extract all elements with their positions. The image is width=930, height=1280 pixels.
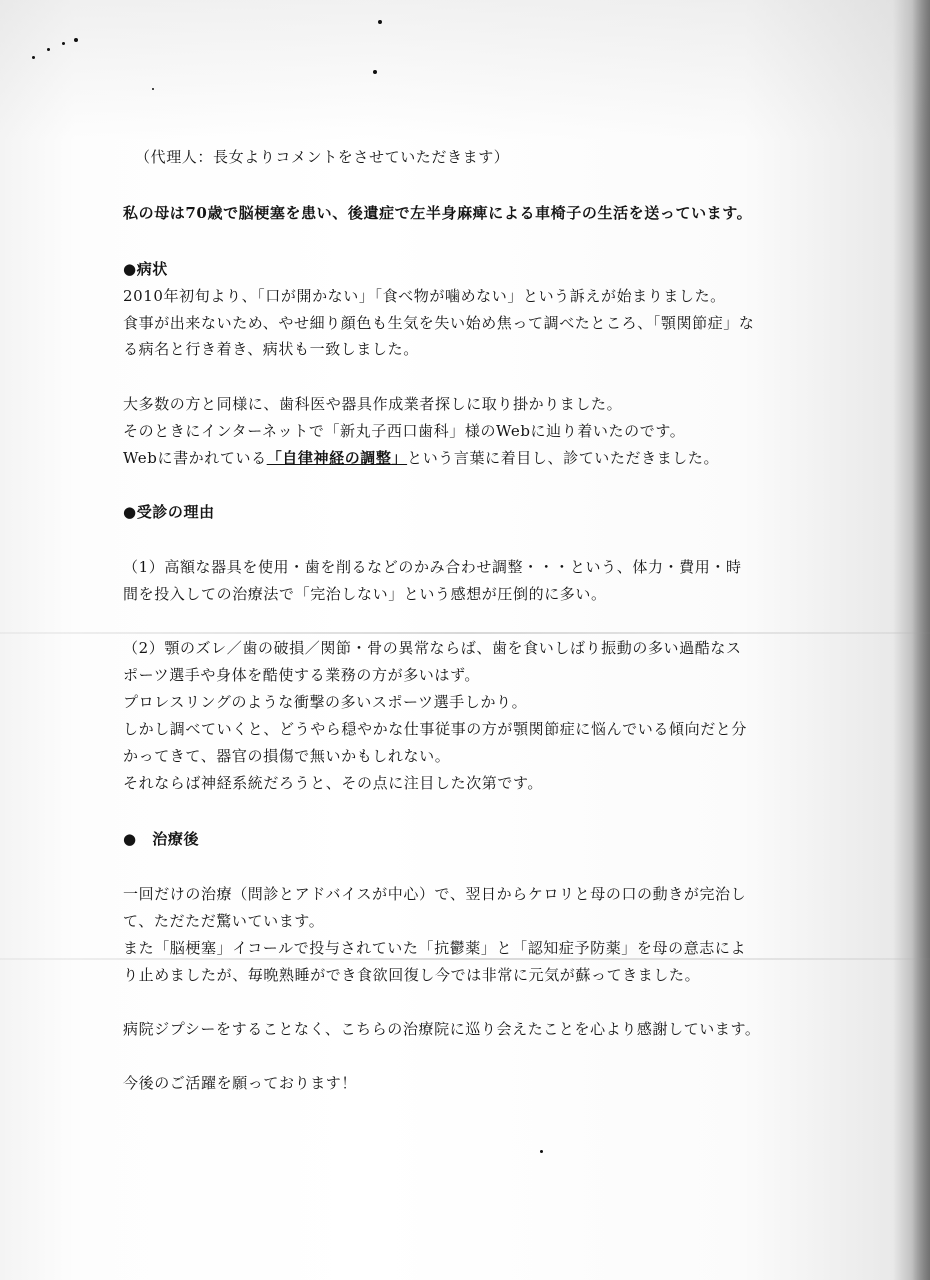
closing-thanks: 病院ジプシーをすることなく、こちらの治療院に巡り会えたことを心より感謝しています。 — [123, 1020, 761, 1038]
reason-2-line-4: しかし調べていくと、どうやら穏やかな仕事従事の方が顎関節症に悩んでいる傾向だと分 — [123, 720, 748, 738]
fold-crease-lower — [0, 958, 930, 960]
search-line-2: そのときにインターネットで「新丸子西口歯科」様のWebに辿り着いたのです。 — [123, 422, 686, 440]
after-line-1: 一回だけの治療（問診とアドバイスが中心）で、翌日からケロリと母の口の動きが完治し — [123, 885, 747, 903]
reason-2-line-6: それならば神経系統だろうと、その点に注目した次第です。 — [123, 774, 544, 792]
after-line-2: て、ただただ驚いています。 — [123, 912, 325, 930]
symptoms-heading: ●病状 — [123, 260, 168, 278]
autonomic-nerve-emphasis: 「自律神経の調整」 — [266, 449, 408, 467]
search-line-3-pre: Webに書かれている — [123, 449, 267, 467]
ink-speck — [74, 38, 78, 42]
opening-line: 私の母は70歳で脳梗塞を患い、後遺症で左半身麻痺による車椅子の生活を送っています。 — [123, 204, 753, 222]
after-line-3: また「脳梗塞」イコールで投与されていた「抗鬱薬」と「認知症予防薬」を母の意志によ — [123, 939, 747, 957]
ink-speck — [32, 56, 35, 59]
reason-1-line-1: （1）高額な器具を使用・歯を削るなどのかみ合わせ調整・・・という、体力・費用・時 — [123, 558, 742, 576]
reason-heading: ●受診の理由 — [123, 503, 215, 521]
ink-speck — [540, 1150, 543, 1153]
reason-2-line-5: かってきて、器官の損傷で無いかもしれない。 — [123, 747, 451, 765]
ink-speck — [152, 88, 154, 90]
intro-line: （代理人：長女よりコメントをさせていただきます） — [135, 148, 510, 166]
symptoms-line-1: 2010年初旬より、「口が開かない」「食べ物が噛めない」という訴えが始まりました。 — [123, 287, 726, 305]
search-line-3-post: という言葉に着目し、診ていただきました。 — [407, 449, 720, 467]
fold-crease-upper — [0, 632, 930, 634]
ink-speck — [47, 48, 50, 51]
symptoms-line-2: 食事が出来ないため、やせ細り顔色も生気を失い始め焦って調べたところ、「顎関節症」な — [123, 314, 755, 332]
reason-2-line-3: プロレスリングのような衝撃の多いスポーツ選手しかり。 — [123, 693, 528, 711]
reason-1-line-2: 間を投入しての治療法で「完治しない」という感想が圧倒的に多い。 — [123, 585, 607, 603]
symptoms-line-3: る病名と行き着き、病状も一致しました。 — [123, 340, 419, 358]
ink-speck — [373, 70, 377, 74]
page-edge-shadow — [912, 0, 930, 1280]
closing-wishes: 今後のご活躍を願っております！ — [123, 1074, 358, 1092]
after-heading: ● 治療後 — [123, 830, 200, 848]
ink-speck — [378, 20, 382, 24]
reason-2-line-1: （2）顎のズレ／歯の破損／関節・骨の異常ならば、歯を食いしばり振動の多い過酷なス — [123, 639, 742, 657]
search-line-1: 大多数の方と同様に、歯科医や器具作成業者探しに取り掛かりました。 — [123, 395, 623, 413]
search-line-3 — [123, 448, 719, 468]
reason-2-line-2: ポーツ選手や身体を酷使する業務の方が多いはず。 — [123, 666, 481, 684]
after-line-4: り止めましたが、毎晩熟睡ができ食欲回復し今では非常に元気が蘇ってきました。 — [123, 966, 701, 984]
ink-speck — [62, 42, 65, 45]
top-shadow — [0, 0, 930, 140]
